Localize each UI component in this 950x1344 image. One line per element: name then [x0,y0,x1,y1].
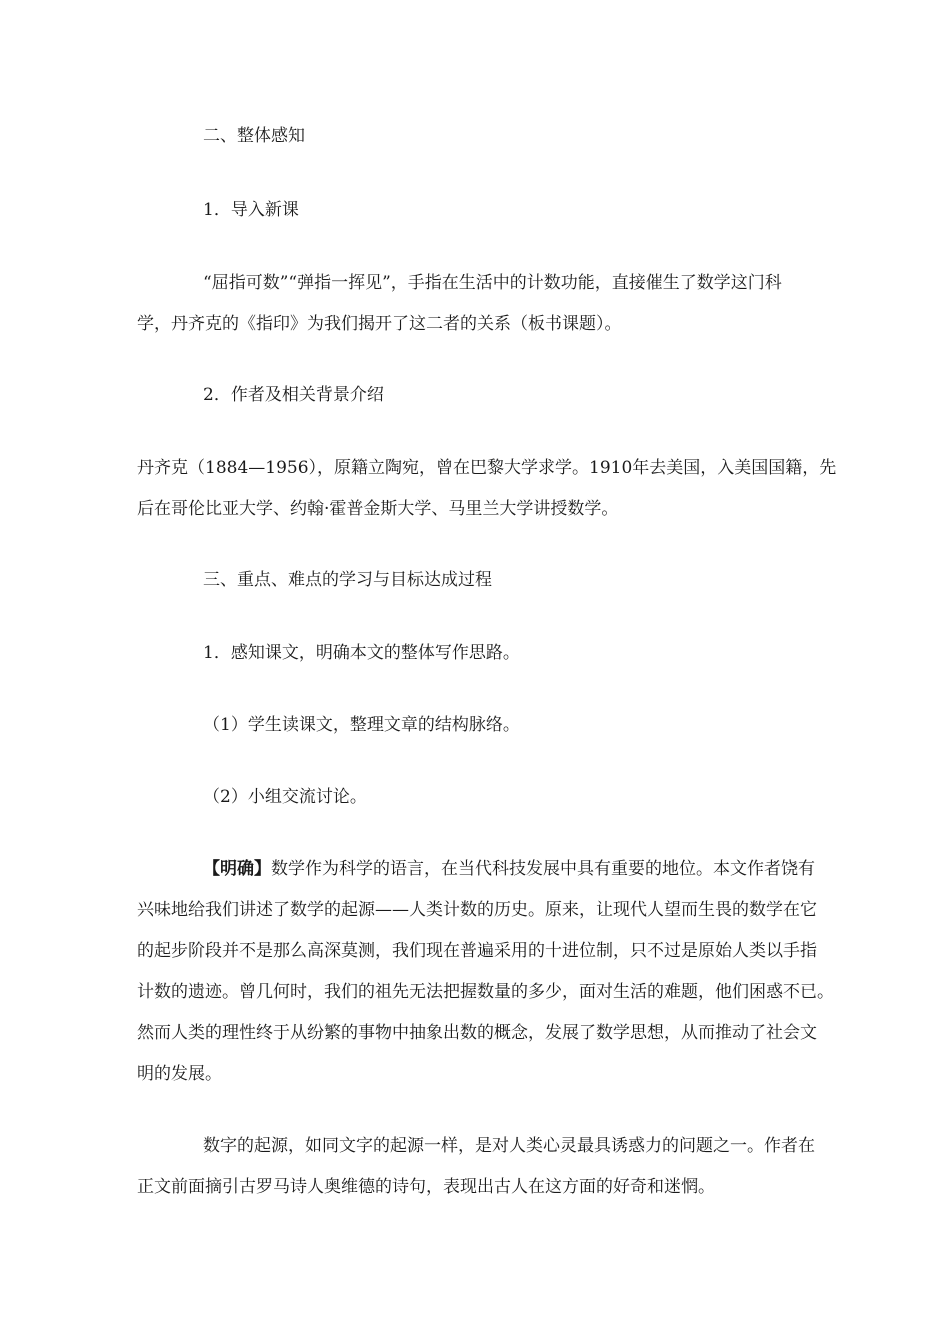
section-item-author-background: 2．作者及相关背景介绍 [203,385,384,405]
mingque-paragraph-line-5: 然而人类的理性终于从纷繁的事物中抽象出数的概念，发展了数学思想，从而推动了社会文 [137,1023,817,1043]
section-heading-3: 三、重点、难点的学习与目标达成过程 [203,570,492,590]
mingque-label: 【明确】 [203,859,271,879]
section-item-intro-new-lesson: 1．导入新课 [203,200,299,220]
intro-paragraph-line-2: 学，丹齐克的《指印》为我们揭开了这二者的关系（板书课题）。 [137,314,622,334]
mingque-paragraph-line-6: 明的发展。 [137,1064,222,1084]
mingque-paragraph-line-1 [203,859,815,879]
author-paragraph-line-1: 丹齐克（1884—1956），原籍立陶宛，曾在巴黎大学求学。1910年去美国，入美国国籍，先 [137,458,837,478]
section-item-perceive-text: 1．感知课文，明确本文的整体写作思路。 [203,643,520,663]
origin-paragraph-line-1: 数字的起源，如同文字的起源一样，是对人类心灵最具诱惑力的问题之一。作者在 [203,1136,815,1156]
mingque-paragraph-line-4: 计数的遗迹。曾几何时，我们的祖先无法把握数量的多少，面对生活的难题，他们困惑不已。 [137,982,834,1002]
mingque-line-1-text: 数学作为科学的语言，在当代科技发展中具有重要的地位。本文作者饶有 [271,859,815,879]
sub-item-read-text: （1）学生读课文，整理文章的结构脉络。 [203,715,520,735]
mingque-paragraph-line-3: 的起步阶段并不是那么高深莫测，我们现在普遍采用的十进位制，只不过是原始人类以手指 [137,941,817,961]
sub-item-group-discussion: （2）小组交流讨论。 [203,787,367,807]
origin-paragraph-line-2: 正文前面摘引古罗马诗人奥维德的诗句，表现出古人在这方面的好奇和迷惘。 [137,1177,715,1197]
section-heading-2: 二、整体感知 [203,126,305,146]
author-paragraph-line-2: 后在哥伦比亚大学、约翰·霍普金斯大学、马里兰大学讲授数学。 [137,499,619,519]
intro-paragraph-line-1: “屈指可数”“弹指一挥见”，手指在生活中的计数功能，直接催生了数学这门科 [203,273,782,293]
mingque-paragraph-line-2: 兴味地给我们讲述了数学的起源——人类计数的历史。原来，让现代人望而生畏的数学在它 [137,900,817,920]
